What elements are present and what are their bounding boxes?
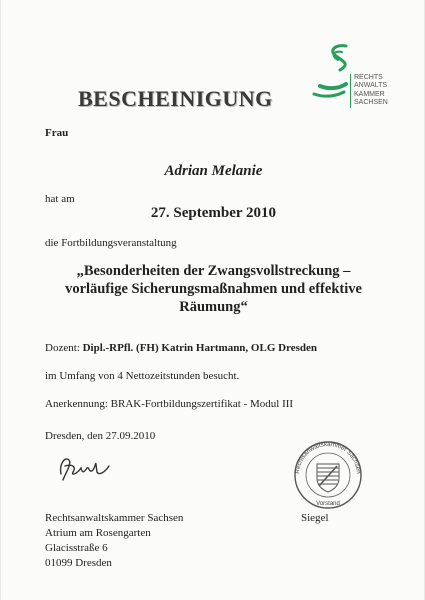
salutation: Frau xyxy=(45,127,69,139)
svg-text:Vorstand: Vorstand xyxy=(316,501,340,507)
hat-am-text: hat am xyxy=(45,193,75,205)
address-line: Atrium am Rosengarten xyxy=(45,527,151,539)
logo-line: SACHSEN xyxy=(354,99,388,107)
logo-line: KAMMER xyxy=(354,90,385,98)
course-title-line: vorläufige Sicherungsmaßnahmen und effektive xyxy=(65,281,362,297)
seal-label: Siegel xyxy=(301,512,329,524)
signature xyxy=(55,450,113,484)
logo-line: RECHTS xyxy=(354,74,383,81)
seal-stamp-icon xyxy=(287,440,369,510)
svg-text:Rechtsanwaltskammer Sachsen: Rechtsanwaltskammer Sachsen xyxy=(293,440,363,475)
recognition-text: Anerkennung: BRAK-Fortbildungszertifikat - Modul III xyxy=(45,398,294,410)
lecturer-line xyxy=(45,342,317,354)
course-title-line: Räumung“ xyxy=(179,299,248,315)
address-line: Rechtsanwaltskammer Sachsen xyxy=(45,512,184,524)
address-line: 01099 Dresden xyxy=(45,557,112,569)
logo-line: ANWALTS xyxy=(354,82,388,90)
issuer-address xyxy=(45,511,183,571)
extent-text: im Umfang von 4 Nettozeitstunden besucht. xyxy=(45,370,240,382)
rechtsanwaltskammer-logo xyxy=(306,40,386,118)
logo-text xyxy=(350,74,388,108)
event-intro: die Fortbildungsveranstaltung xyxy=(45,237,177,249)
certificate-title: BESCHEINIGUNG xyxy=(78,86,273,111)
course-title-line: „Besonderheiten der Zwangsvollstreckung – xyxy=(76,263,351,279)
course-title xyxy=(1,262,425,316)
official-seal xyxy=(287,440,369,510)
lecturer-label: Dozent: xyxy=(45,342,80,354)
event-date: 27. September 2010 xyxy=(150,205,277,221)
participant-name: Adrian Melanie xyxy=(164,163,263,179)
place-date: Dresden, den 27.09.2010 xyxy=(45,430,156,442)
signature-icon xyxy=(55,450,113,484)
address-line: Glacisstraße 6 xyxy=(45,542,108,554)
lecturer-value: Dipl.-RPfl. (FH) Katrin Hartmann, OLG Dresden xyxy=(82,342,318,354)
